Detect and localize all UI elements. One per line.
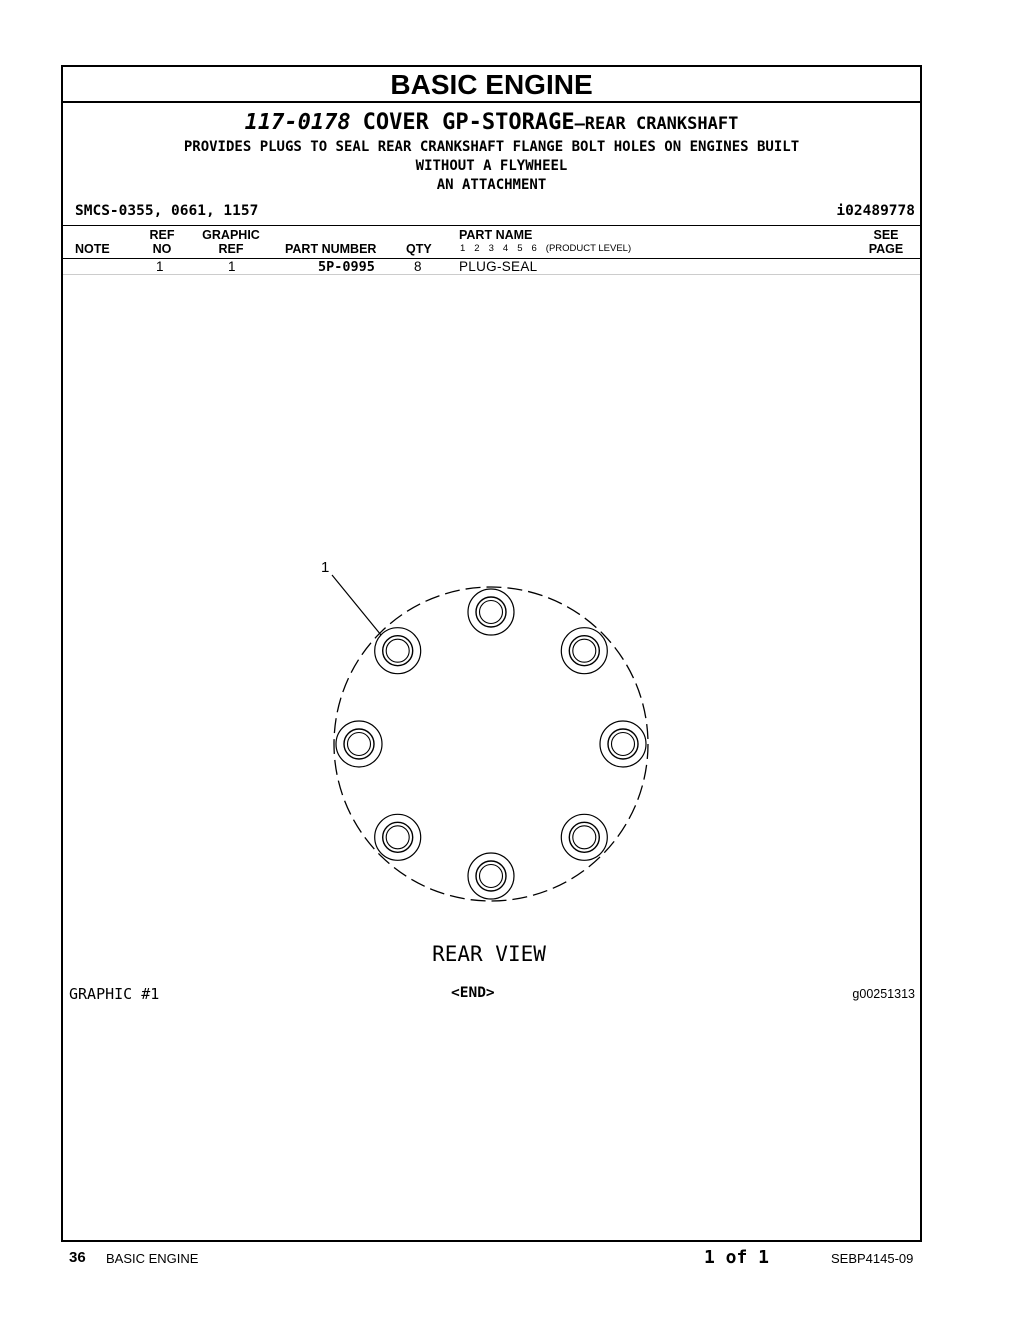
row-graphic-ref: 1	[228, 259, 236, 274]
seal-plug	[561, 628, 607, 674]
product-level: 1	[460, 243, 466, 254]
end-marker: <END>	[451, 985, 495, 1001]
product-level: 3	[488, 243, 494, 254]
page-number: 36	[69, 1249, 86, 1266]
plug-ring	[375, 628, 421, 674]
plug-ring	[375, 814, 421, 860]
page-footer	[0, 1246, 1020, 1270]
seal-plug	[336, 721, 382, 767]
plug-ring	[468, 853, 514, 899]
col-see-page-line: SEE	[873, 228, 899, 242]
description-line: PROVIDES PLUGS TO SEAL REAR CRANKSHAFT FLANGE BOLT HOLES ON ENGINES BUILT	[183, 139, 800, 155]
col-see-page-line: PAGE	[868, 242, 904, 256]
col-part-name: PART NAME	[459, 228, 533, 242]
col-part-number: PART NUMBER	[285, 242, 377, 256]
plug-ring	[336, 721, 382, 767]
col-note: NOTE	[75, 242, 110, 256]
page-count: 1 of 1	[704, 1247, 770, 1268]
row-qty: 8	[414, 259, 422, 274]
row-ref-no: 1	[156, 259, 164, 274]
group-name: COVER GP-STORAGE	[362, 110, 575, 135]
callout-leader	[332, 575, 381, 635]
plug-ring	[468, 589, 514, 635]
document-id: SEBP4145-09	[831, 1251, 914, 1266]
seal-plug	[600, 721, 646, 767]
plug-ring	[561, 814, 607, 860]
illustration-id: i02489778	[836, 203, 915, 219]
row-part-name: PLUG-SEAL	[459, 259, 538, 274]
plug-group	[336, 589, 646, 899]
col-ref-no-line: NO	[152, 242, 172, 256]
product-level: 4	[502, 243, 509, 254]
product-level: 5	[517, 243, 523, 254]
seal-plug	[375, 814, 421, 860]
plug-ring	[561, 628, 607, 674]
seal-plug	[375, 628, 421, 674]
graphic-label: GRAPHIC #1	[69, 985, 160, 1003]
group-number: 117-0178	[244, 110, 351, 135]
group-suffix: —REAR CRANKSHAFT	[574, 114, 739, 134]
footer-section: BASIC ENGINE	[106, 1251, 199, 1266]
col-ref-no-line: REF	[149, 228, 175, 242]
plug-ring	[600, 721, 646, 767]
col-graphic-ref-line: REF	[218, 242, 244, 256]
description-line: WITHOUT A FLYWHEEL	[415, 158, 568, 174]
view-label: REAR VIEW	[432, 942, 546, 966]
seal-plug	[561, 814, 607, 860]
graphic-id: g00251313	[852, 987, 915, 1001]
col-qty: QTY	[406, 242, 432, 256]
product-level: 6	[531, 243, 537, 254]
callout-number: 1	[321, 559, 330, 576]
row-part-number[interactable]: 5P-0995	[318, 259, 375, 275]
product-level: 2	[474, 243, 480, 254]
parts-page-frame	[61, 65, 922, 1242]
product-level-label: (PRODUCT LEVEL)	[545, 243, 632, 254]
seal-plug	[468, 853, 514, 899]
seal-plug	[468, 589, 514, 635]
col-graphic-ref-line: GRAPHIC	[202, 228, 260, 242]
rear-view-graphic	[63, 67, 920, 1240]
section-title: BASIC ENGINE	[63, 67, 920, 103]
description-line: AN ATTACHMENT	[436, 177, 547, 193]
smcs-codes: SMCS-0355, 0661, 1157	[75, 203, 259, 219]
